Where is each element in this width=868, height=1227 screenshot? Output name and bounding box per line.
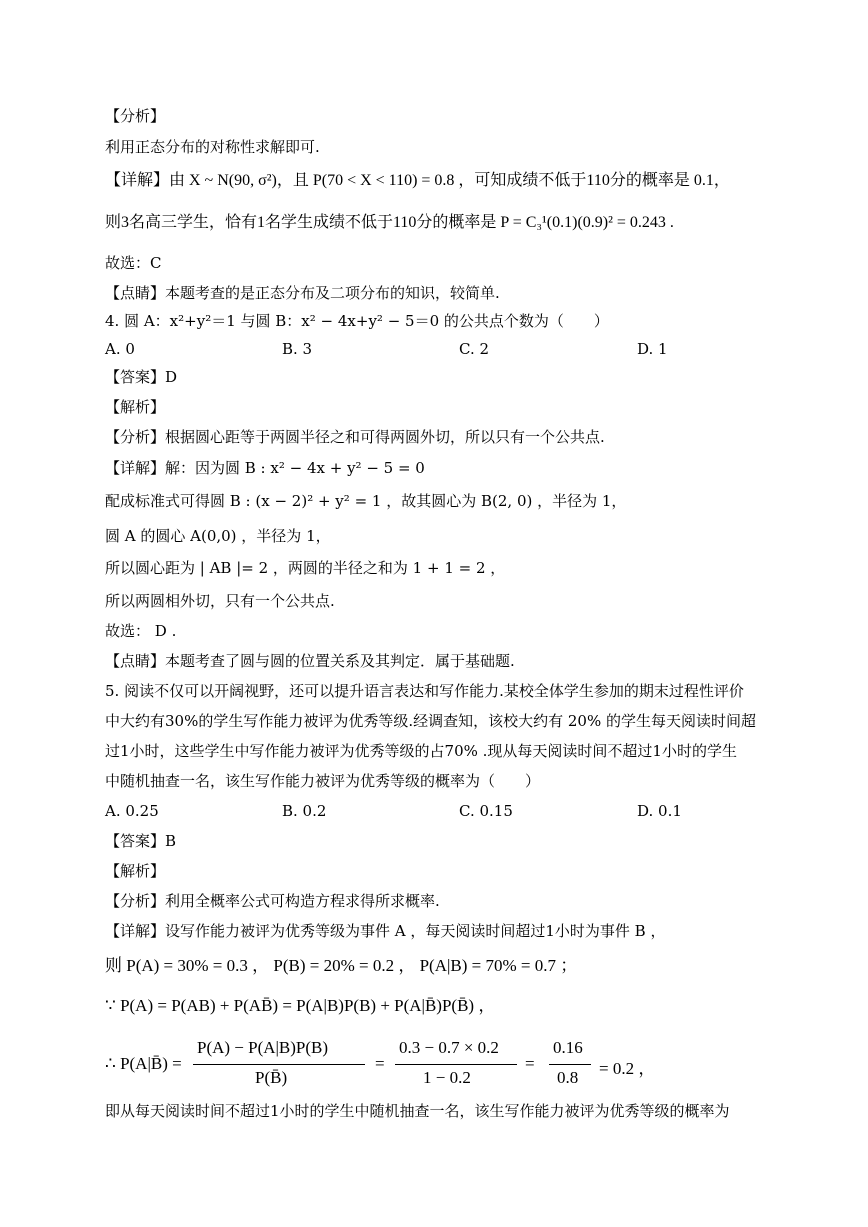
- detail-text: 【详解】由 X ~ N(90, σ²)，且 P(70 < X < 110) = 0.8 ，可知成绩不低于110分的概率是 0.1，: [105, 172, 730, 189]
- q5-option-d: D. 0.1: [637, 802, 682, 820]
- equals-sign-1: =: [375, 1054, 385, 1073]
- q4-detail-line3: 圆 A 的圆心 A(0,0) ，半径为 1，: [105, 527, 331, 545]
- choose-answer: 故选：C: [105, 254, 162, 272]
- analysis-text: 利用正态分布的对称性求解即可.: [105, 138, 320, 156]
- q4-detail-line4: 所以圆心距为 | AB |= 2 ，两圆的半径之和为 1 + 1 = 2 ，: [105, 559, 506, 577]
- q4-detail-line2: 配成标准式可得圆 B : (x − 2)² + y² = 1 ，故其圆心为 B(2, 0) ，半径为 1，: [105, 492, 627, 510]
- q4-analysis: 【分析】根据圆心距等于两圆半径之和可得两圆外切，所以只有一个公共点.: [105, 428, 605, 446]
- question-5-stem-2: 中大约有30%的学生写作能力被评为优秀等级.经调查知，该校大约有 20% 的学生每天阅读时间超: [105, 712, 756, 730]
- equals-sign-2: =: [525, 1054, 535, 1073]
- q4-option-c: C. 2: [459, 340, 490, 358]
- q4-option-b: B. 3: [282, 340, 313, 358]
- q5-analysis: 【分析】利用全概率公式可构造方程求得所求概率.: [105, 892, 440, 910]
- q4-solution-heading: 【解析】: [105, 398, 166, 416]
- q4-option-a: A. 0: [105, 340, 135, 358]
- fraction-3-denominator: 0.8: [557, 1068, 579, 1087]
- q5-conclusion: 即从每天阅读时间不超过1小时的学生中随机抽查一名，该生写作能力被评为优秀等级的概率为: [105, 1102, 730, 1120]
- fraction-1-bar: [193, 1064, 365, 1065]
- q5-detail: 【详解】设写作能力被评为优秀等级为事件 A ，每天阅读时间超过1小时为事件 B ，: [105, 922, 666, 940]
- q5-detail-line2: 则 P(A) = 30% = 0.3 ， P(B) = 20% = 0.2 ， P(A|B) = 70% = 0.7 ；: [105, 956, 578, 975]
- question-4-stem: 4. 圆 A：x²+y²＝1 与圆 B：x² − 4x+y² − 5＝0 的公共点个数为（ ）: [105, 312, 609, 330]
- fraction-lhs: ∴ P(A|B̄) =: [105, 1054, 182, 1073]
- q5-solution-heading: 【解析】: [105, 862, 166, 880]
- fraction-3-numerator: 0.16: [553, 1038, 583, 1057]
- q5-option-c: C. 0.15: [459, 802, 513, 820]
- q5-detail-line3: ∵ P(A) = P(AB) + P(AB̄) = P(A|B)P(B) + P(A|B̄)P(B̄) ，: [105, 996, 496, 1015]
- q5-fraction-equation: [105, 1030, 808, 1100]
- analysis-heading: 【分析】: [105, 107, 166, 125]
- fraction-2-denominator: 1 − 0.2: [423, 1068, 471, 1087]
- q4-option-d: D. 1: [637, 340, 668, 358]
- fraction-1-numerator: P(A) − P(A|B)P(B): [197, 1038, 329, 1057]
- detail-text-2: 则3名高三学生，恰有1名学生成绩不低于110分的概率是 P = C₃¹(0.1)(0.9)² = 0.243 .: [105, 214, 674, 231]
- q4-detail-line5: 所以两圆相外切，只有一个公共点.: [105, 592, 335, 610]
- q4-answer: 【答案】D: [105, 368, 178, 386]
- q5-option-a: A. 0.25: [105, 802, 159, 820]
- fraction-3-bar: [549, 1064, 591, 1065]
- question-5-stem-4: 中随机抽查一名，该生写作能力被评为优秀等级的概率为（ ）: [105, 772, 541, 790]
- q4-choose: 故选： D .: [105, 622, 177, 640]
- q4-comment: 【点睛】本题考查了圆与圆的位置关系及其判定．属于基础题.: [105, 652, 515, 670]
- q5-option-b: B. 0.2: [282, 802, 327, 820]
- question-5-stem-3: 过1小时，这些学生中写作能力被评为优秀等级的占70% .现从每天阅读时间不超过1小时的学生: [105, 742, 737, 760]
- fraction-2-bar: [395, 1064, 517, 1065]
- fraction-2-numerator: 0.3 − 0.7 × 0.2: [399, 1038, 499, 1057]
- q4-detail: 【详解】解：因为圆 B : x² − 4x + y² − 5 = 0: [105, 459, 425, 477]
- fraction-1-denominator: P(B̄): [255, 1068, 288, 1087]
- q5-answer: 【答案】B: [105, 832, 177, 850]
- fraction-result: = 0.2 ，: [599, 1059, 656, 1078]
- comment-text: 【点睛】本题考查的是正态分布及二项分布的知识，较简单.: [105, 284, 500, 302]
- question-5-stem-1: 5. 阅读不仅可以开阔视野，还可以提升语言表达和写作能力.某校全体学生参加的期末过程性评价: [105, 682, 744, 700]
